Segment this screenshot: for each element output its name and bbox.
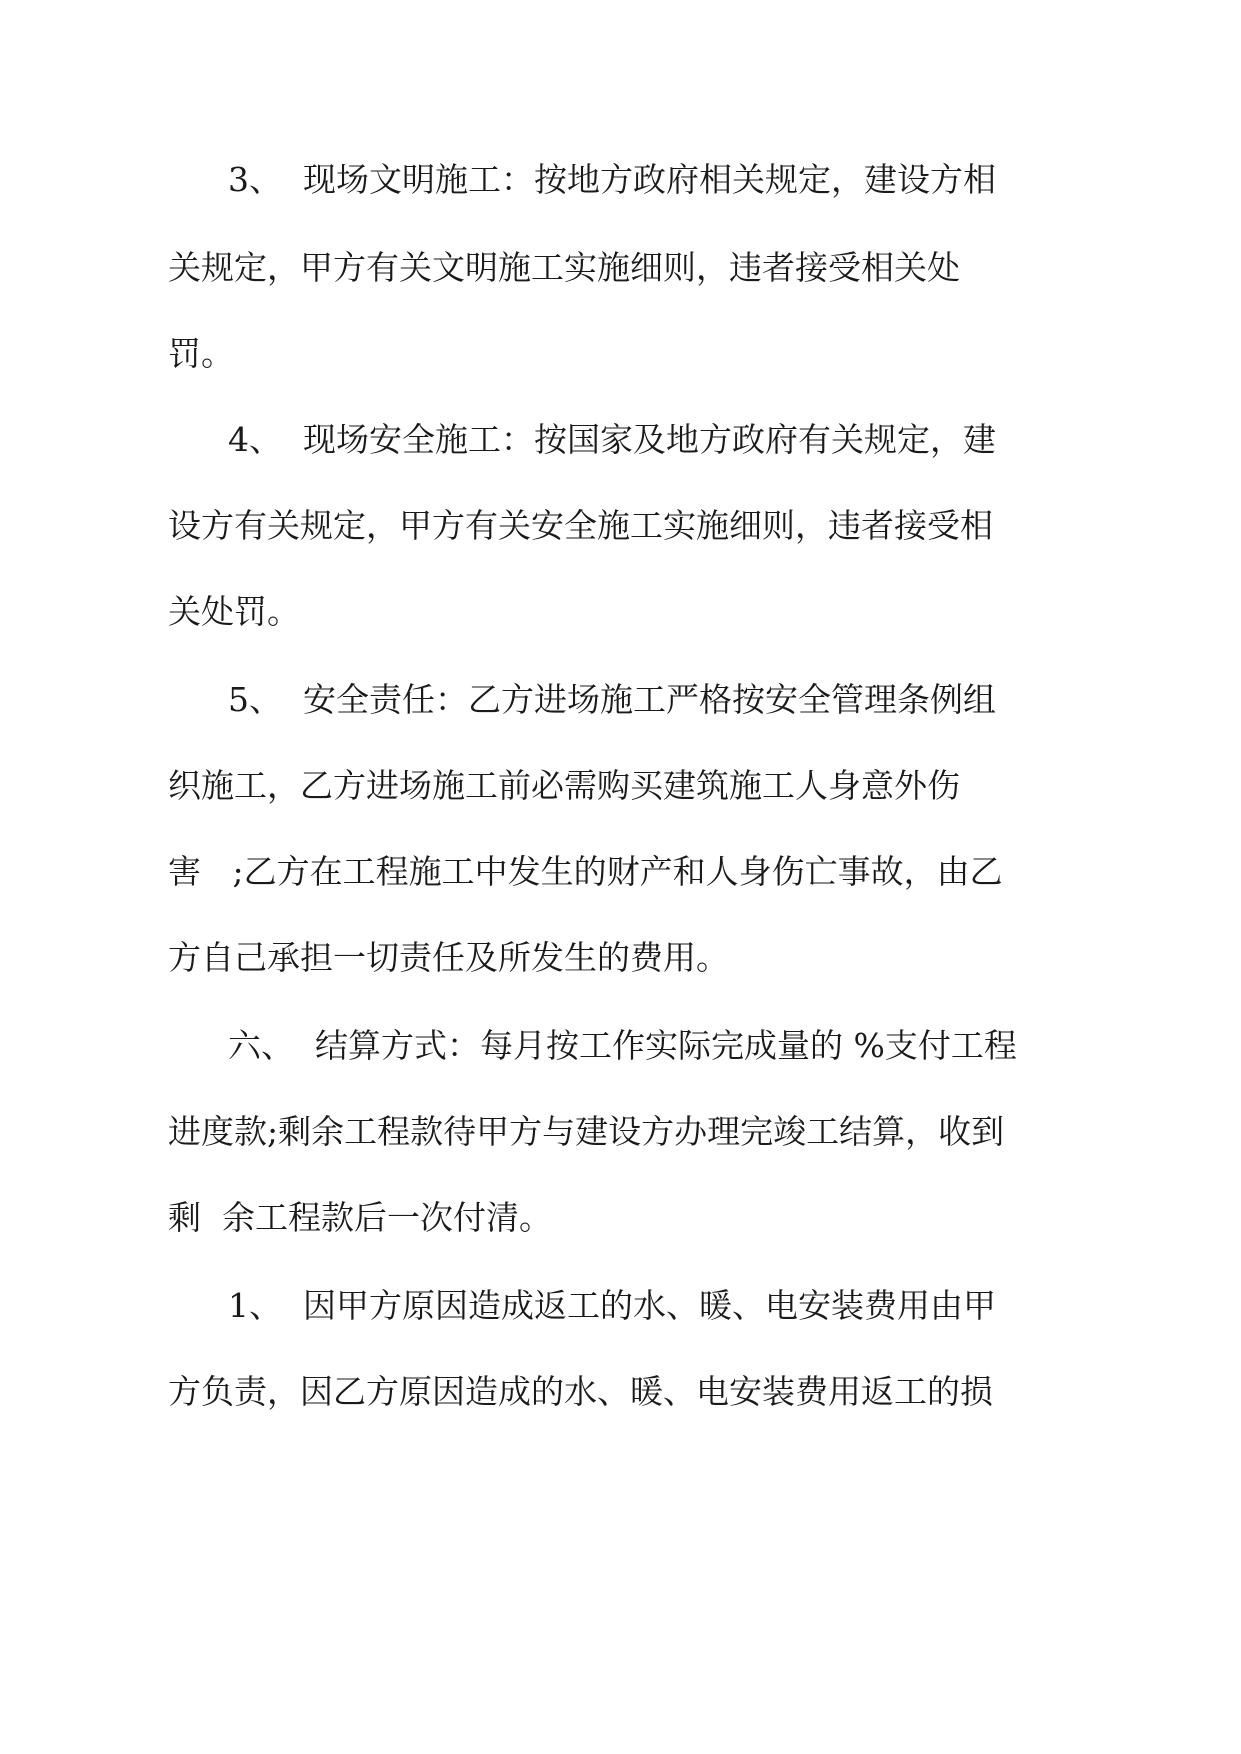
clause-5-line-4: 方自己承担一切责任及所发生的费用。: [168, 938, 729, 977]
clause-1-line-2: 方负责，因乙方原因造成的水、暖、电安装费用返工的损: [168, 1372, 993, 1411]
clause-4-line-3: 关处罚。: [168, 592, 300, 631]
clause-5-line-1: 5、 安全责任：乙方进场施工严格按安全管理条例组: [228, 680, 996, 719]
section-6-line-3: 剩 余工程款后一次付清。: [168, 1198, 552, 1237]
clause-3-line-2: 关规定，甲方有关文明施工实施细则，违者接受相关处: [168, 248, 960, 287]
section-6-line-2: 进度款;剩余工程款待甲方与建设方办理完竣工结算，收到: [168, 1112, 1005, 1151]
clause-1-line-1: 1、 因甲方原因造成返工的水、暖、电安装费用由甲: [228, 1286, 996, 1325]
clause-3-line-1: 3、 现场文明施工：按地方政府相关规定，建设方相: [228, 160, 996, 199]
clause-4-line-2: 设方有关规定，甲方有关安全施工实施细则，违者接受相: [168, 506, 993, 545]
clause-4-line-1: 4、 现场安全施工：按国家及地方政府有关规定，建: [228, 420, 996, 459]
clause-3-line-3: 罚。: [168, 334, 234, 373]
clause-5-line-3: 害 ;乙方在工程施工中发生的财产和人身伤亡事故，由乙: [168, 852, 1003, 891]
clause-5-line-2: 织施工，乙方进场施工前必需购买建筑施工人身意外伤: [168, 766, 960, 805]
section-6-line-1: 六、 结算方式：每月按工作实际完成量的 %支付工程: [228, 1026, 1017, 1065]
